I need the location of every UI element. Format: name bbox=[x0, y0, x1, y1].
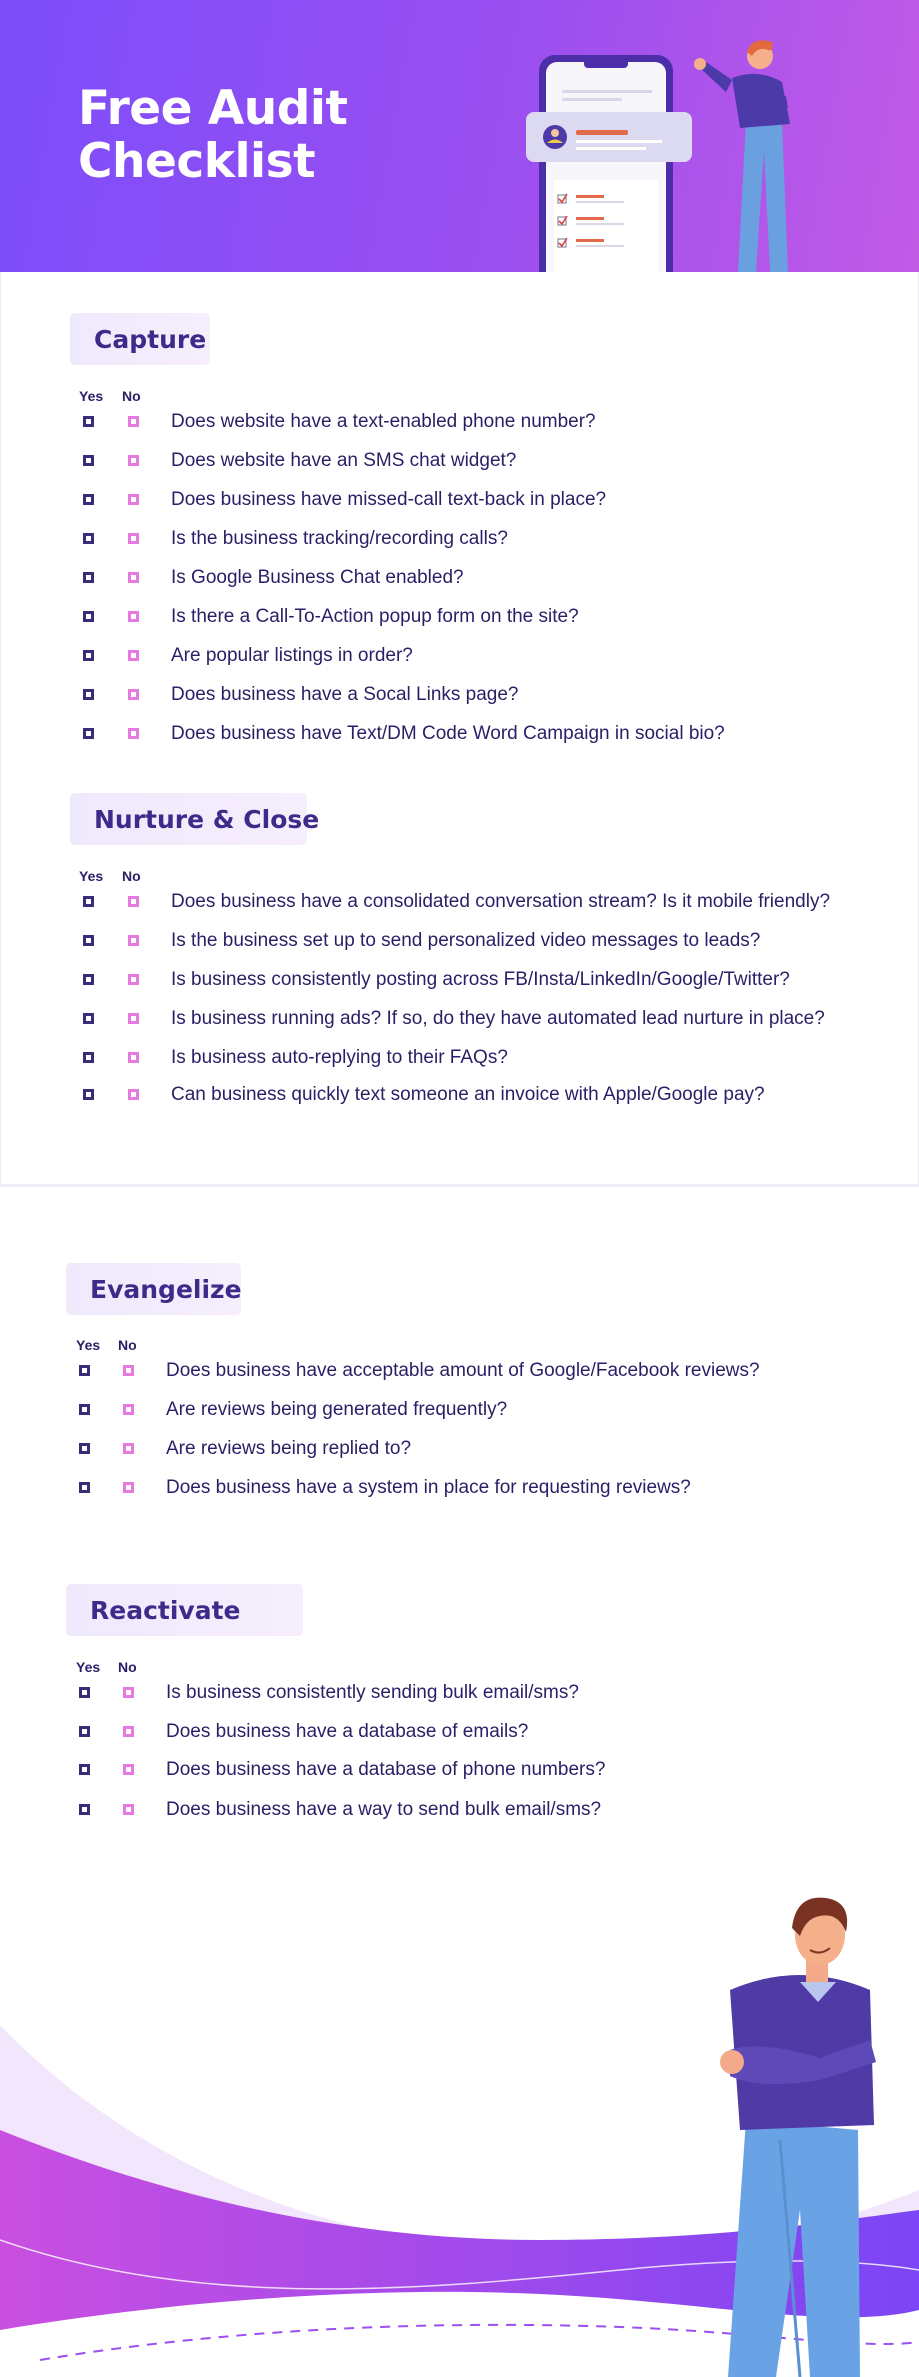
no-checkbox[interactable] bbox=[128, 974, 139, 985]
yes-checkbox[interactable] bbox=[83, 1089, 94, 1100]
section-header bbox=[66, 1584, 303, 1636]
checklist-row bbox=[0, 1396, 900, 1426]
no-checkbox[interactable] bbox=[123, 1726, 134, 1737]
yes-checkbox[interactable] bbox=[79, 1804, 90, 1815]
question-text: Does business have missed-call text-back in place? bbox=[171, 489, 607, 510]
no-checkbox[interactable] bbox=[123, 1365, 134, 1376]
checklist-row bbox=[0, 1796, 900, 1826]
yes-checkbox[interactable] bbox=[83, 572, 94, 583]
no-checkbox[interactable] bbox=[123, 1443, 134, 1454]
yes-column-header: Yes bbox=[79, 388, 104, 404]
checklist-row bbox=[0, 1081, 900, 1111]
yes-checkbox[interactable] bbox=[83, 611, 94, 622]
no-checkbox[interactable] bbox=[123, 1764, 134, 1775]
section-header bbox=[70, 793, 320, 845]
question-text: Does website have an SMS chat widget? bbox=[171, 450, 517, 471]
yes-checkbox[interactable] bbox=[83, 1013, 94, 1024]
page-title: Free Audit Checklist bbox=[78, 81, 348, 189]
question-text: Is the business tracking/recording calls? bbox=[171, 528, 508, 549]
question-text: Is business auto-replying to their FAQs? bbox=[171, 1047, 508, 1068]
checklist-row bbox=[0, 1679, 900, 1709]
checklist-row bbox=[0, 1756, 900, 1786]
no-column-header: No bbox=[118, 1337, 137, 1353]
checklist-row bbox=[0, 447, 900, 477]
checklist-row bbox=[0, 1474, 900, 1504]
question-text: Does business have Text/DM Code Word Campaign in social bio? bbox=[171, 723, 725, 744]
yes-checkbox[interactable] bbox=[83, 455, 94, 466]
section-header bbox=[70, 313, 210, 365]
no-checkbox[interactable] bbox=[128, 1052, 139, 1063]
yes-column-header: Yes bbox=[76, 1659, 101, 1675]
checklist-row bbox=[0, 603, 900, 633]
no-checkbox[interactable] bbox=[123, 1404, 134, 1415]
checklist-row bbox=[0, 564, 900, 594]
no-checkbox[interactable] bbox=[128, 650, 139, 661]
section-header bbox=[66, 1263, 241, 1315]
question-text: Is business consistently posting across FB/Insta/LinkedIn/Google/Twitter? bbox=[171, 969, 790, 990]
question-text: Does business have acceptable amount of Google/Facebook reviews? bbox=[166, 1360, 760, 1381]
no-column-header: No bbox=[122, 388, 141, 404]
question-text: Can business quickly text someone an invoice with Apple/Google pay? bbox=[171, 1084, 765, 1105]
checklist-row bbox=[0, 1044, 900, 1074]
no-checkbox[interactable] bbox=[128, 689, 139, 700]
checklist-row bbox=[0, 720, 900, 750]
yes-checkbox[interactable] bbox=[83, 935, 94, 946]
phone-person-illustration bbox=[520, 0, 820, 272]
yes-checkbox[interactable] bbox=[79, 1404, 90, 1415]
question-text: Does business have a Socal Links page? bbox=[171, 684, 519, 705]
yes-checkbox[interactable] bbox=[79, 1365, 90, 1376]
question-text: Are reviews being generated frequently? bbox=[166, 1399, 508, 1420]
yes-checkbox[interactable] bbox=[83, 1052, 94, 1063]
no-checkbox[interactable] bbox=[128, 935, 139, 946]
yes-checkbox[interactable] bbox=[79, 1687, 90, 1698]
question-text: Is business consistently sending bulk email/sms? bbox=[166, 1682, 579, 1703]
checklist-row bbox=[0, 888, 900, 918]
no-checkbox[interactable] bbox=[123, 1482, 134, 1493]
section-title: Nurture & Close bbox=[94, 805, 320, 834]
question-text: Does business have a database of emails? bbox=[166, 1721, 529, 1742]
yes-checkbox[interactable] bbox=[79, 1443, 90, 1454]
yes-checkbox[interactable] bbox=[79, 1482, 90, 1493]
question-text: Does business have a way to send bulk email/sms? bbox=[166, 1799, 602, 1820]
question-text: Is there a Call-To-Action popup form on the site? bbox=[171, 606, 579, 627]
yes-checkbox[interactable] bbox=[83, 974, 94, 985]
section-title: Capture bbox=[94, 325, 207, 354]
section-title: Reactivate bbox=[90, 1596, 241, 1625]
no-column-header: No bbox=[118, 1659, 137, 1675]
checklist-row bbox=[0, 1718, 900, 1748]
yes-checkbox[interactable] bbox=[83, 728, 94, 739]
question-text: Does business have a database of phone numbers? bbox=[166, 1759, 606, 1780]
checklist-row bbox=[0, 486, 900, 516]
page-divider bbox=[0, 1184, 919, 1187]
checklist-row bbox=[0, 927, 900, 957]
checklist-row bbox=[0, 525, 900, 555]
yes-column-header: Yes bbox=[79, 868, 104, 884]
hero-banner bbox=[0, 0, 919, 272]
no-checkbox[interactable] bbox=[123, 1687, 134, 1698]
yes-checkbox[interactable] bbox=[83, 650, 94, 661]
yes-checkbox[interactable] bbox=[79, 1726, 90, 1737]
yes-checkbox[interactable] bbox=[83, 689, 94, 700]
checklist-row bbox=[0, 408, 900, 438]
checklist-row bbox=[0, 966, 900, 996]
no-checkbox[interactable] bbox=[128, 728, 139, 739]
footer-wave-person-illustration bbox=[0, 1890, 919, 2377]
checklist-row bbox=[0, 1357, 900, 1387]
yes-column-header: Yes bbox=[76, 1337, 101, 1353]
no-checkbox[interactable] bbox=[128, 1013, 139, 1024]
question-text: Does website have a text-enabled phone number? bbox=[171, 411, 596, 432]
question-text: Is the business set up to send personalized video messages to leads? bbox=[171, 930, 761, 951]
question-text: Is business running ads? If so, do they have automated lead nurture in place? bbox=[171, 1008, 825, 1029]
section-title: Evangelize bbox=[90, 1275, 242, 1304]
question-text: Are reviews being replied to? bbox=[166, 1438, 412, 1459]
no-checkbox[interactable] bbox=[123, 1804, 134, 1815]
no-checkbox[interactable] bbox=[128, 572, 139, 583]
checklist-row bbox=[0, 1005, 900, 1035]
no-checkbox[interactable] bbox=[128, 533, 139, 544]
no-checkbox[interactable] bbox=[128, 1089, 139, 1100]
no-checkbox[interactable] bbox=[128, 416, 139, 427]
yes-checkbox[interactable] bbox=[79, 1764, 90, 1775]
no-column-header: No bbox=[122, 868, 141, 884]
no-checkbox[interactable] bbox=[128, 455, 139, 466]
no-checkbox[interactable] bbox=[128, 494, 139, 505]
yes-checkbox[interactable] bbox=[83, 533, 94, 544]
question-text: Does business have a consolidated conversation stream? Is it mobile friendly? bbox=[171, 891, 831, 912]
question-text: Does business have a system in place for requesting reviews? bbox=[166, 1477, 691, 1498]
checklist-row bbox=[0, 1435, 900, 1465]
no-checkbox[interactable] bbox=[128, 896, 139, 907]
checklist-row bbox=[0, 681, 900, 711]
yes-checkbox[interactable] bbox=[83, 494, 94, 505]
yes-checkbox[interactable] bbox=[83, 416, 94, 427]
question-text: Are popular listings in order? bbox=[171, 645, 413, 666]
yes-checkbox[interactable] bbox=[83, 896, 94, 907]
question-text: Is Google Business Chat enabled? bbox=[171, 567, 464, 588]
checklist-row bbox=[0, 642, 900, 672]
no-checkbox[interactable] bbox=[128, 611, 139, 622]
